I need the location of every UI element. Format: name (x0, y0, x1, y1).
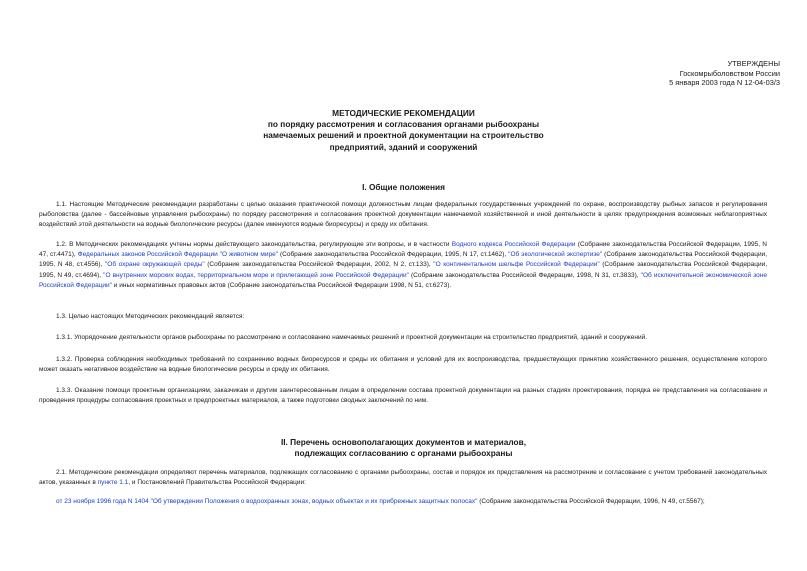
text-span: (Собрание законодательства Российской Федерации, 1998, N 31, ст.3833), (408, 271, 641, 279)
paragraph-1-3-1: 1.3.1. Упорядочение деятельности органов рыбоохраны по рассмотрению и согласованию намечаемых решений и проектной документации на строительство предприятий, зданий и сооружений. (56, 334, 648, 341)
section-1-heading: I. Общие положения (362, 182, 445, 192)
title-line-4: предприятий, зданий и сооружений (329, 141, 478, 152)
section-2-heading-line-2: подлежащих согласованию с органами рыбоохраны (294, 448, 513, 458)
link-shelf-law[interactable]: "О континентальном шельфе Российской Федерации" (433, 261, 600, 269)
paragraph-1-3: 1.3. Целью настоящих Методических рекомендаций является: (56, 313, 245, 320)
link-decree-1404-title[interactable]: "Об утверждении Положения о водоохранных зонах, водных объектах и их прибрежных защитных полосах" (150, 498, 478, 505)
title-line-1: МЕТОДИЧЕСКИЕ РЕКОМЕНДАЦИИ (332, 108, 475, 118)
link-point-1-1[interactable]: пункте 1.1 (97, 479, 129, 487)
text-span: (Собрание законодательства Российской Федерации, 1995, N 49, ст.4694), (39, 261, 768, 279)
approval-stamp (669, 59, 780, 88)
paragraph-1-3-3: 1.3.3. Оказание помощи проектным организациям, заказчикам и другим заинтересованным лицам в определении состава проектной документации на разных стадиях проектирования, порядка ее представления на согласование и проведения процедуры согласования проектных и предпроектных материалов, а также подготовки сводных заключений по ним. (39, 387, 767, 405)
link-federal-laws[interactable]: Федеральных законов Российской Федерации (77, 251, 218, 259)
text-span: (Собрание законодательства Российской Федерации, 2002, N 2, ст.133), (204, 261, 434, 269)
title-line-3: намечаемых решений и проектной документации на строительство (263, 130, 544, 141)
text-span: (Собрание законодательства Российской Федерации, 1995, N 48, ст.4556), (39, 251, 768, 269)
document-title (0, 108, 807, 153)
text-span: и иных нормативных правовых актов (Собрание законодательства Российской Федерации 1998, N 51, ст.6273). (112, 281, 452, 289)
paragraph-1-3-2: 1.3.2. Проверка соблюдения необходимых требований по сохранению водных биоресурсов и среды их обитания и условий для их воспроизводства, предшествующих принятию хозяйственного решения, осуществление которого может оказать негативное воздействие на водные биологические ресурсы и среду их обитания. (39, 356, 767, 374)
text-span: , и Постановлений Правительства Российской Федерации: (128, 479, 306, 487)
paragraph-1-2 (39, 240, 767, 291)
text-span: 1.2. В Методических рекомендациях учтены нормы действующего законодательства, регулирующие эти вопросы, и в частности (56, 241, 452, 248)
link-decree-1404-date[interactable]: от 23 ноября 1996 года N 1404 (56, 498, 149, 505)
link-environment-law[interactable]: "Об охране окружающей среды" (104, 261, 205, 269)
paragraph-1-1: 1.1. Настоящие Методические рекомендации разработаны с целью оказания практической помощи должностным лицам федеральных государственных учреждений по охране, воспроизводству рыбных запасов и регулирования рыболовства (далее - бассейновые управления рыбоохраны) по порядку рассмотрения и согласования проектной документации намечаемой хозяйственной и иной деятельности в целях предупреждения возможных неблагоприятных воздействий этой деятельности на водные биологические ресурсы (далее именуются водные биоресурсы) и среду их обитания. (39, 201, 767, 229)
text-span: 2.1. Методические рекомендации определяют перечень материалов, подлежащих согласованию с органами рыбоохраны, состав и порядок их представления на рассмотрение и согласование с учетом требований законодательных актов, указанных в (39, 469, 767, 487)
text-span: (Собрание законодательства Российской Федерации, 1995, N 47, ст.4471), (39, 241, 767, 259)
approval-line-2: Госкомрыболовством России (679, 68, 780, 78)
link-eco-expertise-law[interactable]: "Об экологической экспертизе" (508, 251, 603, 259)
section-2-heading (0, 437, 807, 459)
text-span: (Собрание законодательства Российской Федерации, 1995, N 17, ст.1462), (278, 251, 509, 259)
section-2-heading-line-1: II. Перечень основополагающих документов и материалов, (280, 437, 527, 447)
link-water-code[interactable]: Водного кодекса Российской Федерации (451, 241, 576, 248)
link-internal-waters-law[interactable]: "О внутренних морских водах, территориальном море и прилегающей зоне Российской Федерации" (103, 271, 409, 279)
link-wildlife-law[interactable]: "О животном мире" (219, 251, 279, 259)
paragraph-2-2 (39, 497, 767, 507)
approval-line-3: 5 января 2003 года N 12-04-03/3 (669, 78, 780, 88)
paragraph-2-1 (39, 468, 767, 488)
approval-line-1: УТВЕРЖДЕНЫ (727, 59, 780, 68)
link-economic-zone-law[interactable]: "Об исключительной экономической зоне Российской Федерации" (39, 271, 767, 289)
title-line-2: по порядку рассмотрения и согласования органами рыбоохраны (267, 119, 540, 130)
text-span: (Собрание законодательства Российской Федерации, 1996, N 49, ст.5567); (477, 498, 705, 505)
